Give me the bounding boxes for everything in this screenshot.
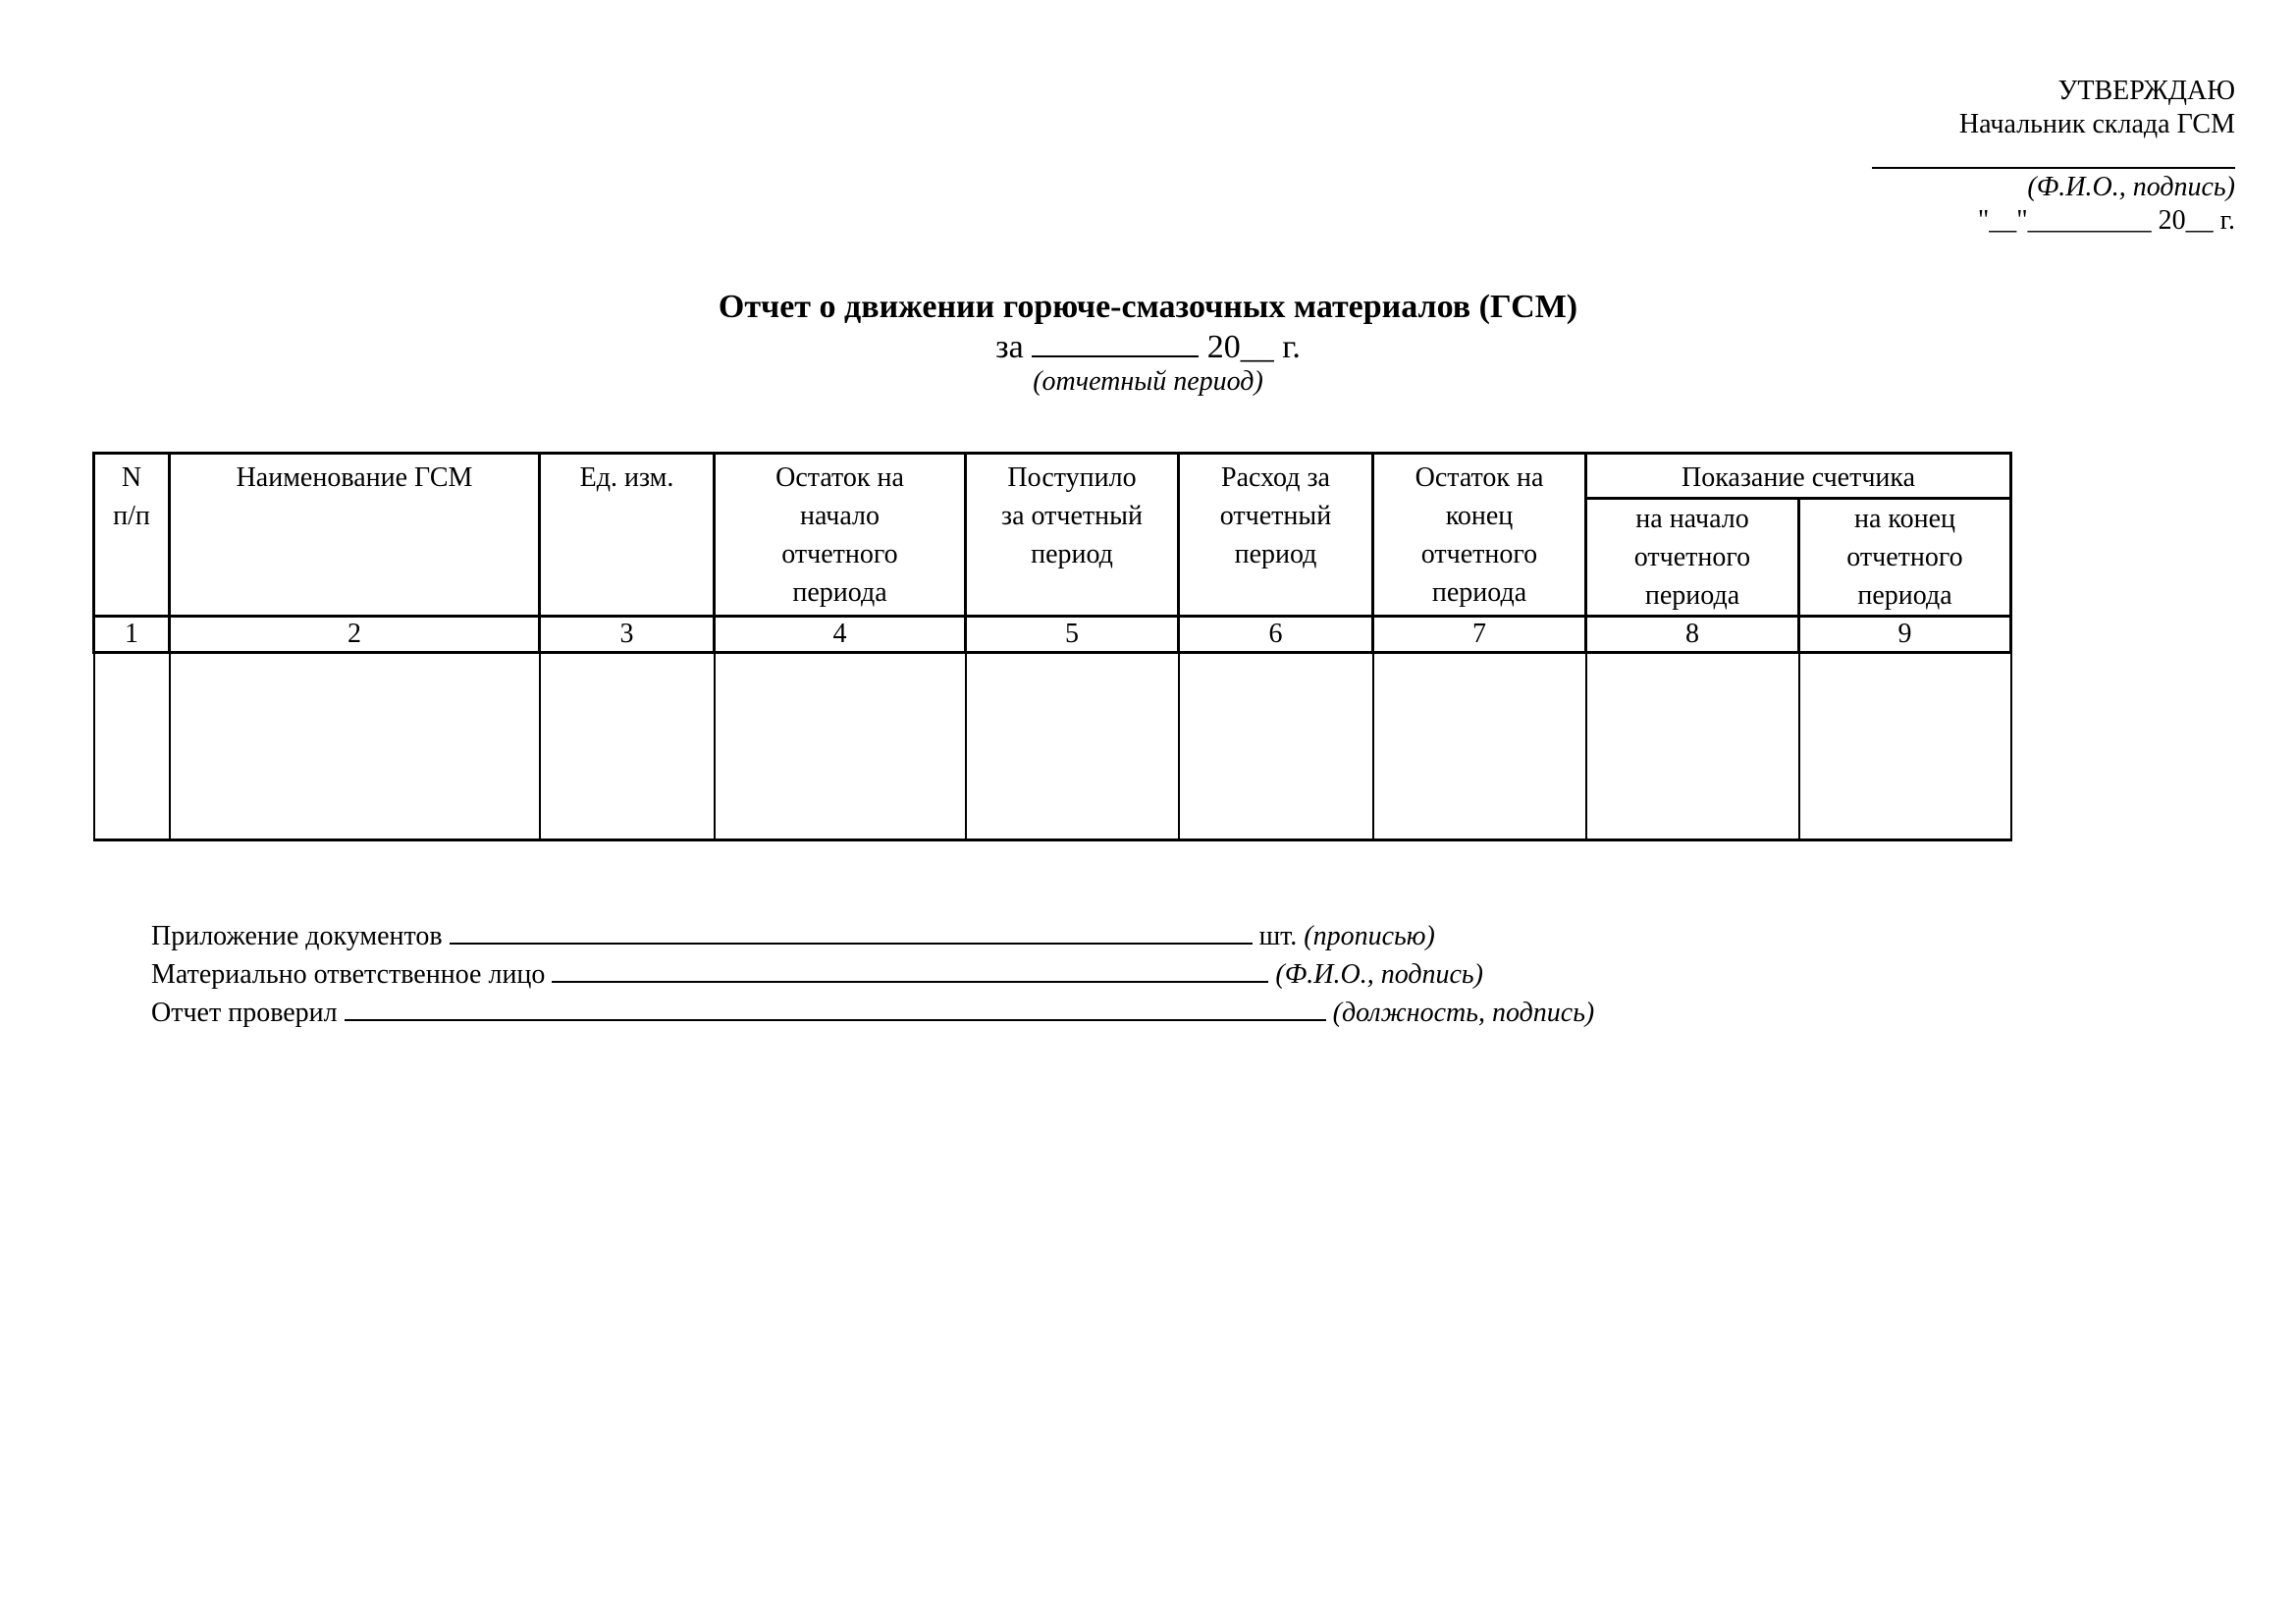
cell-end-balance[interactable]: [1373, 653, 1586, 840]
attachments-row: [151, 917, 1594, 955]
header-unit: Ед. изм.: [540, 454, 715, 617]
cell-start-balance[interactable]: [715, 653, 966, 840]
column-number: 5: [966, 617, 1179, 653]
header-name: Наименование ГСМ: [170, 454, 540, 617]
responsible-row: [151, 955, 1594, 994]
column-number: 1: [94, 617, 170, 653]
period-prefix: за: [995, 329, 1024, 365]
attachments-label: Приложение документов: [151, 921, 443, 951]
approval-position: Начальник склада ГСМ: [1958, 109, 2235, 139]
header-meter-end: на конец отчетного периода: [1799, 499, 2011, 617]
column-number: 3: [540, 617, 715, 653]
attachments-hint: (прописью): [1304, 921, 1435, 951]
approval-date-line[interactable]: "__"_________ 20__ г.: [1977, 205, 2235, 236]
column-number: 7: [1373, 617, 1586, 653]
footer-block: [151, 917, 1594, 1032]
header-start-balance: Остаток на начало отчетного периода: [715, 454, 966, 617]
table-row: [94, 653, 2011, 840]
column-number: 4: [715, 617, 966, 653]
approval-heading: УТВЕРЖДАЮ: [2057, 76, 2235, 106]
cell-consumed[interactable]: [1179, 653, 1373, 840]
header-meter-start: на начало отчетного периода: [1586, 499, 1799, 617]
report-title-block: [0, 287, 2296, 398]
responsible-hint: (Ф.И.О., подпись): [1275, 959, 1483, 990]
column-number: 9: [1799, 617, 2011, 653]
column-number: 6: [1179, 617, 1373, 653]
responsible-field[interactable]: [552, 955, 1268, 983]
column-number-row: [94, 617, 2011, 653]
report-table: [92, 452, 2012, 841]
attachments-field[interactable]: [450, 917, 1253, 945]
attachments-unit: шт.: [1258, 921, 1298, 951]
column-number: 2: [170, 617, 540, 653]
period-year: 20__ г.: [1206, 329, 1301, 365]
cell-unit[interactable]: [540, 653, 715, 840]
cell-num[interactable]: [94, 653, 170, 840]
header-meter-group: Показание счетчика: [1586, 454, 2011, 499]
period-hint: (отчетный период): [1033, 366, 1263, 397]
checked-row: [151, 994, 1594, 1032]
cell-meter-end[interactable]: [1799, 653, 2011, 840]
cell-meter-start[interactable]: [1586, 653, 1799, 840]
responsible-label: Материально ответственное лицо: [151, 959, 546, 990]
checked-label: Отчет проверил: [151, 998, 338, 1028]
report-period: [0, 328, 2296, 366]
checked-hint: (должность, подпись): [1332, 998, 1595, 1028]
approval-block: [1872, 75, 2235, 238]
column-number: 8: [1586, 617, 1799, 653]
checked-field[interactable]: [345, 994, 1326, 1021]
header-consumed: Расход за отчетный период: [1179, 454, 1373, 617]
approval-signature-hint: (Ф.И.О., подпись): [2027, 172, 2235, 202]
header-received: Поступило за отчетный период: [966, 454, 1179, 617]
header-num: N п/п: [94, 454, 170, 617]
cell-received[interactable]: [966, 653, 1179, 840]
header-end-balance: Остаток на конец отчетного периода: [1373, 454, 1586, 617]
approval-signature-line[interactable]: [1872, 141, 2235, 169]
cell-name[interactable]: [170, 653, 540, 840]
report-title: Отчет о движении горюче-смазочных материалов (ГСМ): [718, 289, 1578, 325]
period-blank-field[interactable]: [1032, 328, 1199, 357]
